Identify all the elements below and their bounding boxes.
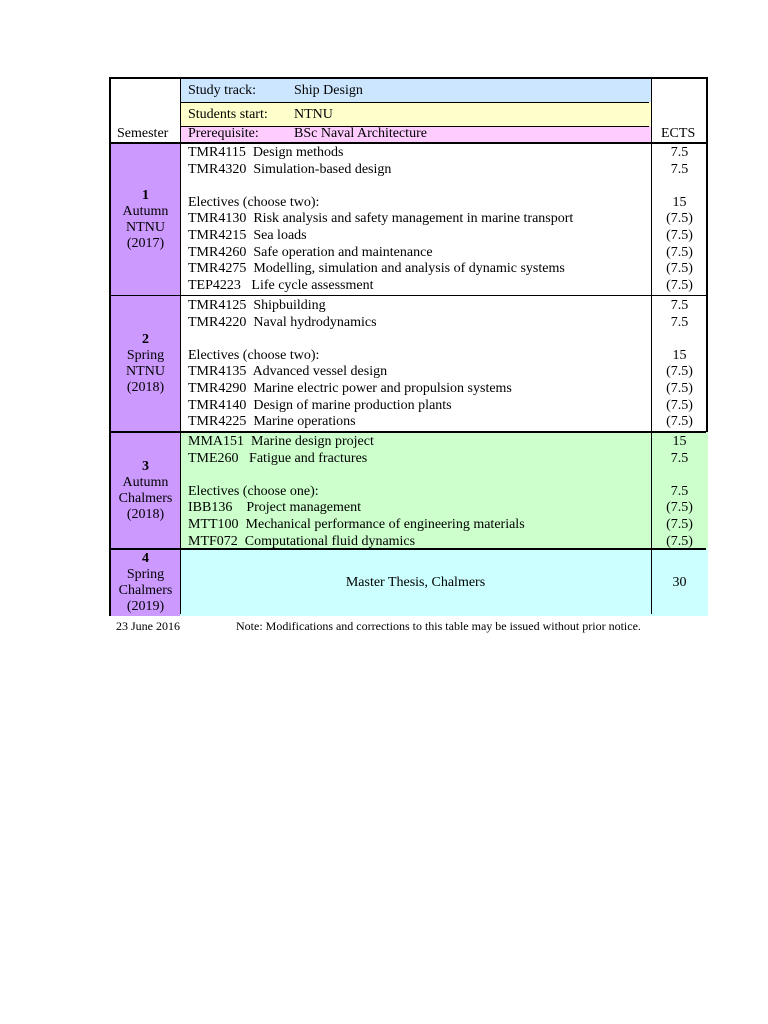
track-divider	[180, 102, 649, 103]
course-line: TMR4140 Design of marine production plants	[188, 397, 452, 413]
students-start-label: Students start:	[188, 107, 268, 122]
course-line: IBB136 Project management	[188, 500, 362, 516]
course-line: TMR4290 Marine electric power and propulsion systems	[188, 381, 512, 396]
start-divider	[180, 126, 649, 127]
course-line: TEP4223 Life cycle assessment	[188, 277, 374, 293]
course-ects: (7.5)	[666, 228, 693, 243]
thesis-title: Master Thesis, Chalmers	[345, 575, 486, 590]
study-track-label: Study track:	[188, 83, 257, 98]
course-ects: (7.5)	[666, 533, 693, 549]
course-line: Electives (choose two):	[188, 194, 320, 210]
course-line: MTT100 Mechanical performance of engineering materials	[188, 517, 525, 532]
course-ects: (7.5)	[666, 517, 693, 532]
semester-4-label: 4 Spring Chalmers (2019)	[111, 549, 180, 616]
course-line: TMR4130 Risk analysis and safety management in marine transport	[188, 211, 574, 227]
course-line: TMR4125 Shipbuilding	[188, 298, 326, 313]
footer-note: Note: Modifications and corrections to this table may be issued without prior notice.	[236, 619, 641, 633]
course-ects: (7.5)	[666, 261, 693, 277]
course-ects: (7.5)	[666, 397, 693, 413]
course-line: Electives (choose one):	[188, 483, 319, 499]
semester-3-divider	[111, 548, 706, 550]
course-ects: (7.5)	[666, 277, 693, 293]
course-ects: (7.5)	[666, 500, 693, 516]
semester-2-label: 2 Spring NTNU (2018)	[111, 296, 180, 432]
course-ects: (7.5)	[666, 364, 693, 380]
semester-1-label: 1 Autumn NTNU (2017)	[111, 143, 180, 296]
course-line: TMR4215 Sea loads	[188, 228, 307, 243]
course-line: TME260 Fatigue and fractures	[188, 450, 368, 466]
semester-divider	[180, 79, 181, 614]
course-ects: 7.5	[670, 145, 689, 160]
course-line: TMR4115 Design methods	[188, 145, 344, 160]
course-ects: 7.5	[670, 314, 689, 330]
semester-column-header: Semester	[117, 126, 169, 141]
header-divider	[111, 142, 706, 144]
course-line: MMA151 Marine design project	[188, 434, 374, 449]
course-ects: 15	[672, 434, 687, 449]
prerequisite-label: Prerequisite:	[188, 126, 259, 141]
course-line: TMR4135 Advanced vessel design	[188, 364, 388, 380]
course-ects: 15	[672, 347, 687, 363]
course-line: TMR4260 Safe operation and maintenance	[188, 244, 433, 260]
course-line: TMR4220 Naval hydrodynamics	[188, 314, 377, 330]
course-line: MTF072 Computational fluid dynamics	[188, 533, 416, 549]
course-ects: 15	[672, 194, 687, 210]
course-ects: (7.5)	[666, 211, 693, 227]
course-line: TMR4225 Marine operations	[188, 414, 356, 430]
course-ects: (7.5)	[666, 244, 693, 260]
footer-date: 23 June 2016	[116, 619, 180, 633]
course-line: TMR4320 Simulation-based design	[188, 161, 392, 177]
ects-column-header: ECTS	[661, 126, 696, 141]
course-ects: 7.5	[670, 450, 689, 466]
prerequisite-value: BSc Naval Architecture	[294, 126, 427, 141]
course-ects: (7.5)	[666, 381, 693, 396]
course-line: TMR4275 Modelling, simulation and analysis of dynamic systems	[188, 261, 565, 277]
course-ects: 7.5	[670, 483, 689, 499]
study-track-value: Ship Design	[294, 83, 363, 98]
study-plan-table	[109, 77, 708, 616]
ects-divider	[651, 79, 652, 614]
semester-1-divider	[111, 295, 706, 296]
semester-2-divider	[111, 431, 706, 433]
course-line: Electives (choose two):	[188, 347, 320, 363]
thesis-ects: 30	[672, 575, 687, 590]
course-ects: 7.5	[670, 298, 689, 313]
students-start-value: NTNU	[294, 107, 333, 122]
semester-3-label: 3 Autumn Chalmers (2018)	[111, 432, 180, 549]
course-ects: 7.5	[670, 161, 689, 177]
course-ects: (7.5)	[666, 414, 693, 430]
